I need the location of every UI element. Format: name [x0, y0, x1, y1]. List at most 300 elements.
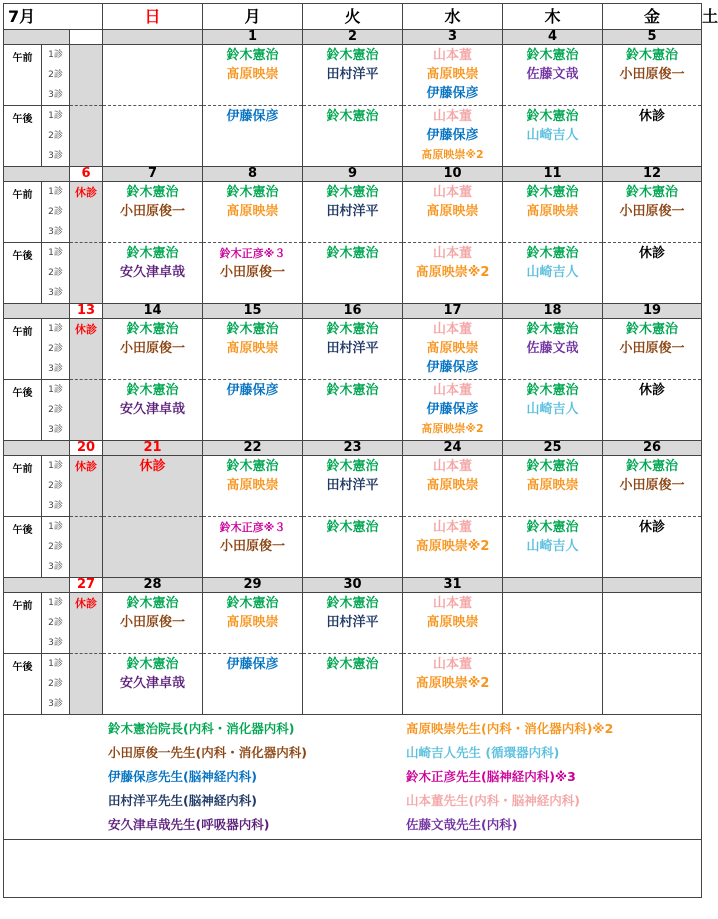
date-number: 15 — [203, 304, 303, 319]
doctor-name: 山本董 — [433, 246, 473, 261]
doctor-name: 山本董 — [433, 596, 473, 611]
session-labels — [42, 593, 70, 654]
doctor-name: 髙原映崇 — [526, 478, 579, 493]
doctor-name: 休診 — [75, 597, 98, 610]
weekday-header: 月 — [203, 4, 303, 30]
date-number — [503, 578, 603, 593]
doctor-name: 山本董 — [433, 459, 473, 474]
doctor-name: 鈴木憲治 — [326, 322, 379, 337]
doctor-name: 伊藤保彦 — [426, 360, 479, 375]
pm-label: 午後 — [4, 106, 42, 167]
session-labels — [42, 45, 70, 106]
schedule-cell — [70, 517, 103, 578]
doctor-name: 髙原映崇 — [426, 341, 479, 356]
session-label: 1診 — [48, 385, 63, 395]
session-label: 3診 — [48, 425, 63, 435]
schedule-cell — [103, 106, 203, 167]
date-number: 7 — [103, 167, 203, 182]
date-number: 9 — [303, 167, 403, 182]
doctor-name: 安久津卓哉 — [120, 402, 186, 417]
doctor-name: 鈴木憲治 — [226, 48, 279, 63]
date-row — [4, 167, 702, 182]
legend-item: 髙原映崇先生(内科・消化器内科)※2 — [406, 721, 614, 736]
weekday-header: 水 — [403, 4, 503, 30]
notes-cell — [4, 840, 702, 898]
doctor-name: 山崎吉人 — [526, 539, 579, 554]
schedule-cell — [503, 517, 603, 578]
pm-row — [4, 654, 702, 715]
doctor-name: 髙原映崇※2 — [415, 676, 490, 691]
doctor-name: 鈴木憲治 — [526, 322, 579, 337]
doctor-name: 鈴木正彦※３ — [219, 521, 286, 534]
date-number: 8 — [203, 167, 303, 182]
pm-label: 午後 — [4, 517, 42, 578]
schedule-cell — [70, 593, 103, 654]
pm-row — [4, 106, 702, 167]
schedule-cell — [603, 243, 702, 304]
legend-item: 小田原俊一先生(内科・消化器内科) — [108, 745, 307, 760]
schedule-cell — [103, 654, 203, 715]
am-label: 午前 — [4, 456, 42, 517]
session-label: 3診 — [48, 501, 63, 511]
doctor-name: 鈴木憲治 — [126, 383, 179, 398]
date-row-spacer — [4, 441, 70, 456]
doctor-name: 鈴木憲治 — [226, 596, 279, 611]
legend-item: 伊藤保彦先生(脳神経内科) — [108, 769, 257, 784]
doctor-name: 伊藤保彦 — [226, 109, 279, 124]
schedule-cell — [403, 593, 503, 654]
doctor-name: 髙原映崇 — [226, 615, 279, 630]
session-label: 2診 — [48, 207, 63, 217]
doctor-name: 鈴木憲治 — [226, 459, 279, 474]
doctor-name: 山崎吉人 — [526, 402, 579, 417]
month-label: 7月 — [4, 4, 103, 30]
schedule-cell — [403, 182, 503, 243]
legend-item: 安久津卓哉先生(呼吸器内科) — [108, 817, 270, 832]
doctor-name: 鈴木憲治 — [126, 596, 179, 611]
date-row — [4, 578, 702, 593]
session-labels — [42, 517, 70, 578]
schedule-cell — [403, 517, 503, 578]
pm-label: 午後 — [4, 380, 42, 441]
date-number — [103, 30, 203, 45]
doctor-name: 伊藤保彦 — [426, 402, 479, 417]
doctor-name: 髙原映崇 — [426, 67, 479, 82]
weekday-header: 火 — [303, 4, 403, 30]
doctor-name: 鈴木憲治 — [126, 246, 179, 261]
pm-row — [4, 380, 702, 441]
pm-row — [4, 517, 702, 578]
session-label: 2診 — [48, 70, 63, 80]
doctor-name: 鈴木正彦※３ — [219, 247, 286, 260]
schedule-cell — [70, 182, 103, 243]
schedule-cell — [503, 319, 603, 380]
doctor-name: 鈴木憲治 — [626, 459, 679, 474]
schedule-cell — [103, 319, 203, 380]
schedule-cell — [203, 106, 303, 167]
doctor-name: 鈴木憲治 — [526, 185, 579, 200]
date-number: 2 — [303, 30, 403, 45]
schedule-cell — [403, 243, 503, 304]
session-label: 3診 — [48, 638, 63, 648]
session-label: 3診 — [48, 288, 63, 298]
doctor-name: 伊藤保彦 — [226, 657, 279, 672]
schedule-cell — [403, 380, 503, 441]
legend-item: 山崎吉人先生 (循環器内科) — [406, 745, 560, 760]
date-number: 25 — [503, 441, 603, 456]
date-number: 16 — [303, 304, 403, 319]
schedule-cell — [303, 654, 403, 715]
doctor-name: 安久津卓哉 — [120, 676, 186, 691]
session-label: 1診 — [48, 111, 63, 121]
date-number: 13 — [70, 304, 103, 319]
schedule-cell — [103, 456, 203, 517]
session-label: 1診 — [48, 522, 63, 532]
doctor-name: 田村洋平 — [326, 615, 379, 630]
doctor-name: 小田原俊一 — [619, 341, 685, 356]
schedule-cell — [103, 517, 203, 578]
schedule-cell — [303, 182, 403, 243]
session-label: 2診 — [48, 131, 63, 141]
doctor-name: 休診 — [75, 323, 98, 336]
schedule-cell — [70, 380, 103, 441]
am-label: 午前 — [4, 319, 42, 380]
session-labels — [42, 456, 70, 517]
doctor-name: 鈴木憲治 — [526, 459, 579, 474]
doctor-name: 鈴木憲治 — [326, 383, 379, 398]
doctor-name: 佐藤文哉 — [526, 67, 579, 82]
doctor-name: 伊藤保彦 — [426, 86, 479, 101]
doctor-name: 髙原映崇※2 — [415, 539, 490, 554]
date-number: 20 — [70, 441, 103, 456]
session-label: 1診 — [48, 248, 63, 258]
am-row — [4, 456, 702, 517]
date-number: 19 — [603, 304, 702, 319]
doctor-name: 髙原映崇 — [226, 67, 279, 82]
doctor-name: 鈴木憲治 — [526, 246, 579, 261]
date-number: 3 — [403, 30, 503, 45]
schedule-cell — [403, 319, 503, 380]
date-number: 27 — [70, 578, 103, 593]
session-label: 1診 — [48, 324, 63, 334]
date-number — [603, 578, 702, 593]
schedule-cell — [403, 45, 503, 106]
schedule-cell — [303, 45, 403, 106]
session-label: 3診 — [48, 562, 63, 572]
doctor-name: 髙原映崇 — [426, 478, 479, 493]
am-row — [4, 593, 702, 654]
schedule-cell — [70, 456, 103, 517]
schedule-cell — [70, 106, 103, 167]
doctor-name: 休診 — [639, 383, 666, 398]
am-label: 午前 — [4, 182, 42, 243]
doctor-name: 鈴木憲治 — [626, 322, 679, 337]
schedule-cell — [203, 517, 303, 578]
schedule-cell — [603, 593, 702, 654]
schedule-cell — [503, 380, 603, 441]
schedule-cell — [603, 182, 702, 243]
schedule-cell — [103, 380, 203, 441]
schedule-cell — [203, 380, 303, 441]
session-label: 2診 — [48, 618, 63, 628]
date-number: 30 — [303, 578, 403, 593]
schedule-cell — [203, 654, 303, 715]
notes-row — [4, 840, 702, 898]
doctor-name: 休診 — [139, 459, 166, 474]
weekday-header: 金 — [603, 4, 702, 30]
doctor-name: 安久津卓哉 — [120, 265, 186, 280]
doctor-name: 山本董 — [433, 322, 473, 337]
date-number: 23 — [303, 441, 403, 456]
doctor-name: 鈴木憲治 — [526, 48, 579, 63]
session-label: 2診 — [48, 344, 63, 354]
date-row-spacer — [4, 578, 70, 593]
schedule-cell — [603, 456, 702, 517]
doctor-name: 髙原映崇 — [226, 204, 279, 219]
am-row — [4, 319, 702, 380]
doctor-name: 鈴木憲治 — [226, 185, 279, 200]
session-label: 3診 — [48, 364, 63, 374]
schedule-cell — [70, 243, 103, 304]
doctor-name: 鈴木憲治 — [326, 246, 379, 261]
schedule-cell — [303, 106, 403, 167]
date-number: 17 — [403, 304, 503, 319]
doctor-name: 山崎吉人 — [526, 128, 579, 143]
schedule-cell — [103, 45, 203, 106]
schedule-cell — [603, 319, 702, 380]
schedule-cell — [503, 243, 603, 304]
schedule-cell — [303, 456, 403, 517]
date-number: 21 — [103, 441, 203, 456]
session-labels — [42, 380, 70, 441]
session-labels — [42, 243, 70, 304]
schedule-cell — [603, 106, 702, 167]
doctor-name: 小田原俊一 — [220, 539, 286, 554]
doctor-name: 小田原俊一 — [220, 265, 286, 280]
date-row — [4, 30, 702, 45]
legend-item: 山本董先生(内科・脳神経内科) — [406, 793, 580, 808]
legend-item: 田村洋平先生(脳神経内科) — [108, 793, 257, 808]
pm-label: 午後 — [4, 243, 42, 304]
date-number: 4 — [503, 30, 603, 45]
schedule-cell — [503, 45, 603, 106]
date-number: 29 — [203, 578, 303, 593]
pm-label: 午後 — [4, 654, 42, 715]
schedule-cell — [103, 243, 203, 304]
date-row-spacer — [4, 304, 70, 319]
session-label: 1診 — [48, 598, 63, 608]
doctor-name: 鈴木憲治 — [326, 596, 379, 611]
session-label: 1診 — [48, 461, 63, 471]
schedule-cell — [70, 654, 103, 715]
schedule-cell — [503, 593, 603, 654]
date-number: 11 — [503, 167, 603, 182]
schedule-cell — [503, 654, 603, 715]
date-row — [4, 441, 702, 456]
schedule-cell — [303, 593, 403, 654]
doctor-name: 鈴木憲治 — [626, 48, 679, 63]
schedule-cell — [203, 456, 303, 517]
weekday-header: 日 — [103, 4, 203, 30]
schedule-cell — [603, 45, 702, 106]
doctor-name: 小田原俊一 — [120, 341, 186, 356]
doctor-name: 髙原映崇※2 — [421, 422, 484, 435]
schedule-cell — [503, 182, 603, 243]
date-number: 28 — [103, 578, 203, 593]
date-number: 12 — [603, 167, 702, 182]
doctor-name: 佐藤文哉 — [526, 341, 579, 356]
schedule-cell — [203, 593, 303, 654]
doctor-name: 鈴木憲治 — [126, 322, 179, 337]
doctor-name: 鈴木憲治 — [326, 48, 379, 63]
doctor-name: 鈴木憲治 — [526, 383, 579, 398]
schedule-cell — [103, 593, 203, 654]
date-number: 1 — [203, 30, 303, 45]
doctor-name: 髙原映崇 — [426, 204, 479, 219]
doctor-name: 休診 — [639, 520, 666, 535]
date-number: 6 — [70, 167, 103, 182]
doctor-name: 髙原映崇 — [226, 341, 279, 356]
schedule-cell — [603, 380, 702, 441]
doctor-name: 休診 — [639, 246, 666, 261]
doctor-name: 山本董 — [433, 109, 473, 124]
doctor-name: 鈴木憲治 — [626, 185, 679, 200]
doctor-name: 鈴木憲治 — [326, 109, 379, 124]
doctor-name: 田村洋平 — [326, 204, 379, 219]
schedule-cell — [303, 319, 403, 380]
doctor-name: 田村洋平 — [326, 341, 379, 356]
doctor-name: 髙原映崇※2 — [415, 265, 490, 280]
doctor-name: 田村洋平 — [326, 67, 379, 82]
session-label: 2診 — [48, 405, 63, 415]
doctor-name: 鈴木憲治 — [526, 109, 579, 124]
doctor-name: 髙原映崇 — [426, 615, 479, 630]
schedule-cell — [103, 182, 203, 243]
date-number: 22 — [203, 441, 303, 456]
session-label: 3診 — [48, 227, 63, 237]
legend-row — [4, 715, 702, 840]
date-row-spacer — [4, 30, 70, 45]
schedule-cell — [403, 456, 503, 517]
doctor-name: 髙原映崇※2 — [421, 148, 484, 161]
pm-row — [4, 243, 702, 304]
legend-cell — [4, 715, 702, 840]
doctor-name: 小田原俊一 — [619, 204, 685, 219]
date-number: 26 — [603, 441, 702, 456]
schedule-cell — [203, 243, 303, 304]
session-label: 3診 — [48, 90, 63, 100]
date-row — [4, 304, 702, 319]
weekday-header: 木 — [503, 4, 603, 30]
date-number: 31 — [403, 578, 503, 593]
doctor-name: 山崎吉人 — [526, 265, 579, 280]
doctor-name: 髙原映崇 — [526, 204, 579, 219]
doctor-name: 鈴木憲治 — [126, 657, 179, 672]
am-label: 午前 — [4, 45, 42, 106]
schedule-cell — [403, 106, 503, 167]
session-label: 2診 — [48, 679, 63, 689]
session-label: 1診 — [48, 659, 63, 669]
am-row — [4, 182, 702, 243]
doctor-name: 休診 — [639, 109, 666, 124]
doctor-name: 小田原俊一 — [619, 478, 685, 493]
doctor-name: 鈴木憲治 — [326, 185, 379, 200]
session-labels — [42, 654, 70, 715]
doctor-name: 鈴木憲治 — [126, 185, 179, 200]
schedule-cell — [70, 319, 103, 380]
schedule-cell — [603, 517, 702, 578]
session-label: 3診 — [48, 699, 63, 709]
schedule-cell — [203, 45, 303, 106]
doctor-name: 山本董 — [433, 520, 473, 535]
legend-item: 鈴木憲治院長(内科・消化器内科) — [108, 721, 295, 736]
session-label: 2診 — [48, 542, 63, 552]
doctor-name: 休診 — [75, 460, 98, 473]
doctor-name: 山本董 — [433, 185, 473, 200]
schedule-cell — [303, 243, 403, 304]
doctor-name: 鈴木憲治 — [226, 322, 279, 337]
doctor-name: 山本董 — [433, 657, 473, 672]
schedule-cell — [203, 319, 303, 380]
date-number — [70, 30, 103, 45]
session-labels — [42, 106, 70, 167]
session-label: 2診 — [48, 481, 63, 491]
schedule-cell — [70, 45, 103, 106]
schedule-cell — [303, 380, 403, 441]
legend-item: 佐藤文哉先生(内科) — [406, 817, 518, 832]
session-label: 2診 — [48, 268, 63, 278]
schedule-cell — [203, 182, 303, 243]
doctor-name: 山本董 — [433, 383, 473, 398]
date-row-spacer — [4, 167, 70, 182]
session-labels — [42, 182, 70, 243]
doctor-name: 鈴木憲治 — [326, 459, 379, 474]
date-number: 5 — [603, 30, 702, 45]
doctor-legend — [4, 715, 701, 839]
clinic-calendar — [3, 3, 718, 898]
doctor-name: 髙原映崇 — [226, 478, 279, 493]
schedule-cell — [603, 654, 702, 715]
session-label: 1診 — [48, 50, 63, 60]
schedule-cell — [403, 654, 503, 715]
schedule-cell — [503, 106, 603, 167]
doctor-name: 鈴木憲治 — [326, 520, 379, 535]
date-number: 10 — [403, 167, 503, 182]
doctor-name: 鈴木憲治 — [326, 657, 379, 672]
doctor-name: 小田原俊一 — [120, 204, 186, 219]
header-row: 7月 日 月 火 水 木 金 土 — [4, 4, 702, 30]
doctor-name: 鈴木憲治 — [526, 520, 579, 535]
doctor-name: 伊藤保彦 — [426, 128, 479, 143]
session-label: 1診 — [48, 187, 63, 197]
am-row — [4, 45, 702, 106]
session-label: 3診 — [48, 151, 63, 161]
schedule-cell — [503, 456, 603, 517]
doctor-name: 休診 — [75, 186, 98, 199]
session-labels — [42, 319, 70, 380]
date-number: 18 — [503, 304, 603, 319]
am-label: 午前 — [4, 593, 42, 654]
date-number: 14 — [103, 304, 203, 319]
schedule-cell — [303, 517, 403, 578]
legend-item: 鈴木正彦先生(脳神経内科)※3 — [406, 769, 576, 784]
doctor-name: 小田原俊一 — [120, 615, 186, 630]
date-number: 24 — [403, 441, 503, 456]
doctor-name: 小田原俊一 — [619, 67, 685, 82]
doctor-name: 田村洋平 — [326, 478, 379, 493]
doctor-name: 山本董 — [433, 48, 473, 63]
doctor-name: 伊藤保彦 — [226, 383, 279, 398]
